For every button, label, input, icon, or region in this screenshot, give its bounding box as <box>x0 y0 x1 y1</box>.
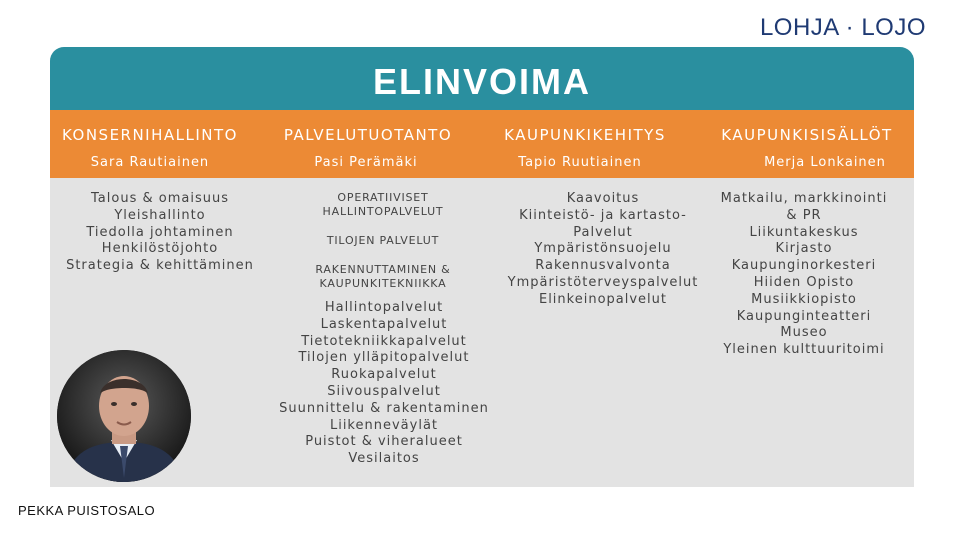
title-bar <box>50 47 914 110</box>
group-line: HALLINTOPALVELUT <box>322 205 444 218</box>
list-item: Tilojen ylläpitopalvelut <box>298 350 470 366</box>
column-heading-kaupunkikehitys: KAUPUNKIKEHITYS <box>504 126 666 144</box>
column-items-konsernihallinto <box>60 191 260 275</box>
list-item: Vesilaitos <box>348 451 420 467</box>
list-item: Suunnittelu & rakentaminen <box>279 400 489 416</box>
list-item: Tietotekniikkapalvelut <box>301 333 467 349</box>
list-item: Kaavoitus <box>566 191 640 206</box>
list-item: Yleishallinto <box>114 207 206 223</box>
list-item: Rakennusvalvonta <box>535 258 671 274</box>
list-item: Kiinteistö- ja kartasto- <box>519 207 687 223</box>
list-item: Palvelut <box>573 224 633 240</box>
column-items-kaupunkisisallot <box>704 191 904 359</box>
header-band <box>50 110 914 178</box>
list-item: Liikuntakeskus <box>749 224 859 240</box>
list-item: Kaupunginteatteri <box>736 308 872 324</box>
list-item: Museo <box>780 325 828 341</box>
column-items-palvelutuotanto <box>268 300 500 468</box>
list-item: Liikenneväylät <box>329 417 439 433</box>
list-item: Ruokapalvelut <box>331 367 437 383</box>
list-item: Matkailu, markkinointi <box>720 191 888 206</box>
list-item: Tiedolla johtaminen <box>86 224 234 240</box>
list-item: Strategia & kehittäminen <box>66 258 254 274</box>
person-portrait-icon <box>57 350 191 482</box>
column-lead-name: Pasi Perämäki <box>314 155 418 170</box>
column-items-kaupunkikehitys <box>503 191 703 309</box>
list-item: Ympäristönsuojelu <box>534 241 672 257</box>
portrait-photo <box>57 350 191 482</box>
list-item: Siivouspalvelut <box>327 383 441 399</box>
list-item: Kaupunginorkesteri <box>731 258 877 274</box>
list-item: Laskentapalvelut <box>320 316 448 332</box>
list-item: & PR <box>786 207 822 223</box>
column-heading-kaupunkisisallot: KAUPUNKISISÄLLÖT <box>721 126 893 144</box>
list-item: Kirjasto <box>775 241 833 257</box>
list-item: Henkilöstöjohto <box>101 241 219 257</box>
group-line: OPERATIIVISET <box>337 191 429 204</box>
column-lead-name: Tapio Ruutiainen <box>518 155 642 170</box>
portrait-caption: PEKKA PUISTOSALO <box>18 503 156 518</box>
service-group-tilojen <box>283 234 483 248</box>
list-item: Yleinen kulttuuritoimi <box>723 342 885 358</box>
column-lead-name: Sara Rautiainen <box>90 155 210 170</box>
list-item: Hallintopalvelut <box>324 300 444 315</box>
list-item: Musiikkiopisto <box>751 291 857 307</box>
group-line: KAUPUNKITEKNIIKKA <box>319 277 447 290</box>
group-line: TILOJEN PALVELUT <box>326 234 440 247</box>
column-heading-palvelutuotanto: PALVELUTUOTANTO <box>283 126 453 144</box>
list-item: Puistot & viheralueet <box>305 434 463 450</box>
column-heading-konsernihallinto: KONSERNIHALLINTO <box>62 126 238 144</box>
list-item: Hiiden Opisto <box>753 274 855 290</box>
column-lead-name: Merja Lonkainen <box>764 155 886 170</box>
list-item: Elinkeinopalvelut <box>538 291 667 307</box>
service-group-operatiiviset <box>283 191 483 219</box>
list-item: Ympäristöterveyspalvelut <box>507 274 699 290</box>
logo: LOHJA · LOJO <box>759 14 926 41</box>
group-line: RAKENNUTTAMINEN & <box>315 263 451 276</box>
list-item: Talous & omaisuus <box>91 191 229 206</box>
page-title: ELINVOIMA <box>372 61 591 102</box>
service-group-rakennuttaminen <box>283 263 483 291</box>
